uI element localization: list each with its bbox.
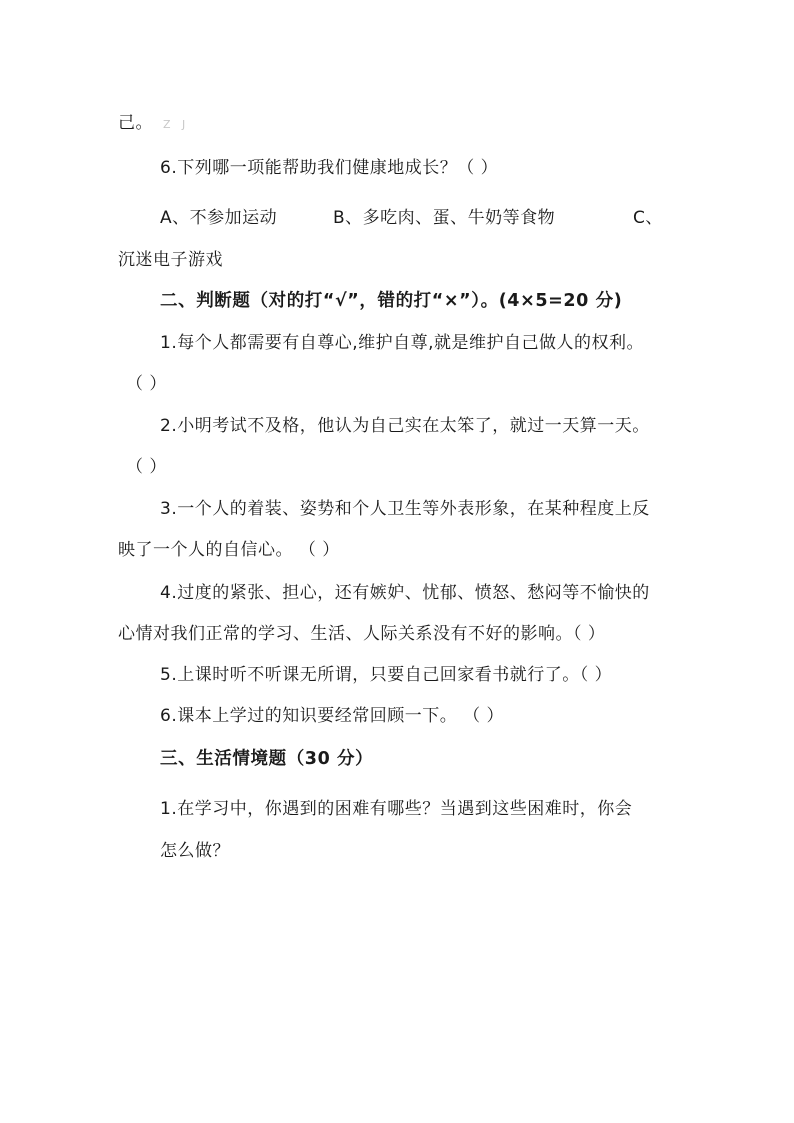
s2-item-2-line1: 2.小明考试不及格，他认为自己实在太笨了，就过一天算一天。 [160, 416, 650, 436]
s2-item-3-line2: 映了一个人的自信心。 （ ） [118, 540, 340, 560]
s2-item-6: 6.课本上学过的知识要经常回顾一下。 （ ） [160, 706, 505, 726]
s3-q1-line2: 怎么做？ [160, 841, 230, 861]
q6-stem: 6.下列哪一项能帮助我们健康地成长？（ ） [160, 158, 499, 178]
section-2-heading: 二、判断题（对的打“√”，错的打“×”）。(4×5=20 分) [160, 291, 623, 311]
s2-item-2-answer: （ ） [126, 457, 167, 477]
q6-option-c-label: C、 [633, 208, 663, 228]
s2-item-3-line1: 3.一个人的着装、姿势和个人卫生等外表形象，在某种程度上反 [160, 499, 650, 519]
q6-option-a: A、不参加运动 [160, 208, 278, 228]
previous-question-fragment [118, 112, 189, 136]
faint-marks: Z J [163, 118, 190, 131]
s2-item-4-line2: 心情对我们正常的学习、生活、人际关系没有不好的影响。（ ） [118, 624, 606, 644]
fragment-text: 己。 [118, 113, 153, 133]
q6-option-c-text: 沉迷电子游戏 [118, 250, 223, 270]
s2-item-1-answer: （ ） [126, 374, 167, 394]
s3-q1-line1: 1.在学习中，你遇到的困难有哪些？当遇到这些困难时，你会 [160, 799, 633, 819]
s2-item-4-line1: 4.过度的紧张、担心，还有嫉妒、忧郁、愤怒、愁闷等不愉快的 [160, 583, 650, 603]
s2-item-5: 5.上课时听不听课无所谓，只要自己回家看书就行了。（ ） [160, 665, 613, 685]
s2-item-1-line1: 1.每个人都需要有自尊心,维护自尊,就是维护自己做人的权利。 [160, 333, 645, 353]
section-3-heading: 三、生活情境题（30 分） [160, 749, 374, 769]
q6-option-b: B、多吃肉、蛋、牛奶等食物 [333, 208, 556, 228]
